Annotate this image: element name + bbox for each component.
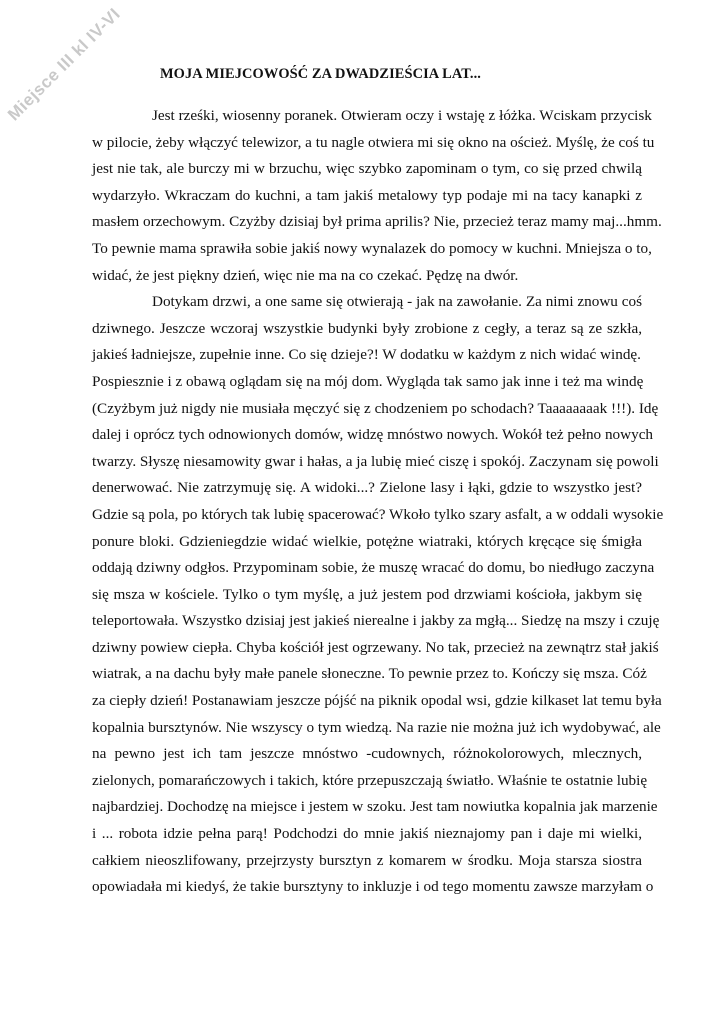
- essay-line: dziwnego. Jeszcze wczoraj wszystkie budynki były zrobione z cegły, a teraz są ze szkła,: [92, 319, 642, 337]
- essay-line: Gdzie są pola, po których tak lubię spacerować? Wkoło tylko szary asfalt, a w oddali wysokie: [92, 505, 664, 523]
- document-title: MOJA MIEJCOWOŚĆ ZA DWADZIEŚCIA LAT...: [160, 66, 482, 82]
- essay-line: Dotykam drzwi, a one same się otwierają - jak na zawołanie. Za nimi znowu coś: [152, 293, 642, 311]
- essay-line: teleportowała. Wszystko dzisiaj jest jakieś nierealne i jakby za mgłą... Siedzę na mszy i czuję: [92, 612, 660, 630]
- essay-line: (Czyżbym już nigdy nie musiała męczyć się z chodzeniem po schodach? Taaaaaaaak !!!). Idę: [92, 399, 659, 417]
- essay-line: Pospiesznie i z obawą oglądam się na mój dom. Wygląda tak samo jak inne i też ma windę: [92, 372, 644, 390]
- essay-line: jakieś ładniejsze, zupełnie inne. Co się dzieje?! W dodatku w każdym z nich widać windę.: [92, 346, 641, 364]
- essay-line: Jest rześki, wiosenny poranek. Otwieram oczy i wstaję z łóżka. Wciskam przycisk: [152, 107, 652, 124]
- essay-line: widać, że jest piękny dzień, więc nie ma na co czekać. Pędzę na dwór.: [92, 266, 519, 284]
- essay-line: jest nie tak, ale burczy mi w brzuchu, więc szybko zapominam o tym, co się przed chwilą: [92, 160, 642, 178]
- essay-line: w pilocie, żeby włączyć telewizor, a tu nagle otwiera mi się okno na oścież. Myślę, że coś tu: [92, 133, 655, 151]
- essay-line: wydarzyło. Wkraczam do kuchni, a tam jakiś metalowy typ podaje mi na tacy kanapki z: [92, 186, 642, 204]
- essay-line: zielonych, pomarańczowych i takich, które przepuszczają światło. Właśnie te ostatnie lubię: [92, 771, 648, 789]
- essay-line: za ciepły dzień! Postanawiam jeszcze pójść na piknik opodal wsi, gdzie kilkaset lat temu była: [92, 692, 662, 710]
- essay-line: To pewnie mama sprawiła sobie jakiś nowy wynalazek do pomocy w kuchni. Mniejsza o to,: [92, 239, 652, 257]
- award-stamp: Miejsce III kl IV-VI: [3, 4, 125, 125]
- essay-line: na pewno jest ich tam jeszcze mnóstwo -cudownych, różnokolorowych, mlecznych,: [92, 745, 642, 763]
- essay-line: dziwny powiew ciepła. Chyba kościół jest ogrzewany. No tak, przecież na zewnątrz stał jakiś: [92, 638, 659, 656]
- essay-line: opowiadała mi kiedyś, że takie bursztyny to inkluzje i od tego momentu zawsze marzyłam o: [92, 878, 654, 896]
- essay-line: twarzy. Słyszę niesamowity gwar i hałas, a ja lubię mieć ciszę i spokój. Zaczynam się powoli: [92, 452, 659, 470]
- essay-body: [92, 103, 664, 901]
- essay-line: masłem orzechowym. Czyżby dzisiaj był prima aprilis? Nie, przecież teraz mamy maj...hmm.: [92, 213, 662, 231]
- essay-line: wiatrak, a na dachu były małe panele słoneczne. To pewnie przez to. Kończy się msza. Cóż: [92, 665, 647, 683]
- essay-line: oddają dziwny odgłos. Przypominam sobie, że muszę wracać do domu, bo niedługo zaczyna: [92, 559, 655, 577]
- essay-line: dalej i oprócz tych odnowionych domów, widzę mnóstwo nowych. Wokół też pełno nowych: [92, 426, 654, 444]
- essay-line: całkiem nieoszlifowany, przejrzysty bursztyn z komarem w środku. Moja starsza siostra: [92, 851, 642, 869]
- essay-line: się msza w kościele. Tylko o tym myślę, a już jestem pod drzwiami kościoła, jakbym się: [92, 585, 642, 603]
- essay-line: kopalnia bursztynów. Nie wszyscy o tym wiedzą. Na razie nie można już ich wydobywać, ale: [92, 718, 661, 736]
- essay-line: ponure bloki. Gdzieniegdzie widać wielkie, potężne wiatraki, których kręcące się śmigła: [92, 532, 642, 550]
- essay-line: najbardziej. Dochodzę na miejsce i jestem w szoku. Jest tam nowiutka kopalnia jak marzenie: [92, 798, 658, 816]
- essay-line: i ... robota idzie pełna parą! Podchodzi do mnie jakiś nieznajomy pan i daje mi wielki,: [92, 825, 642, 843]
- essay-line: denerwować. Nie zatrzymuję się. A widoki...? Zielone lasy i łąki, gdzie to wszystko jest?: [92, 479, 642, 497]
